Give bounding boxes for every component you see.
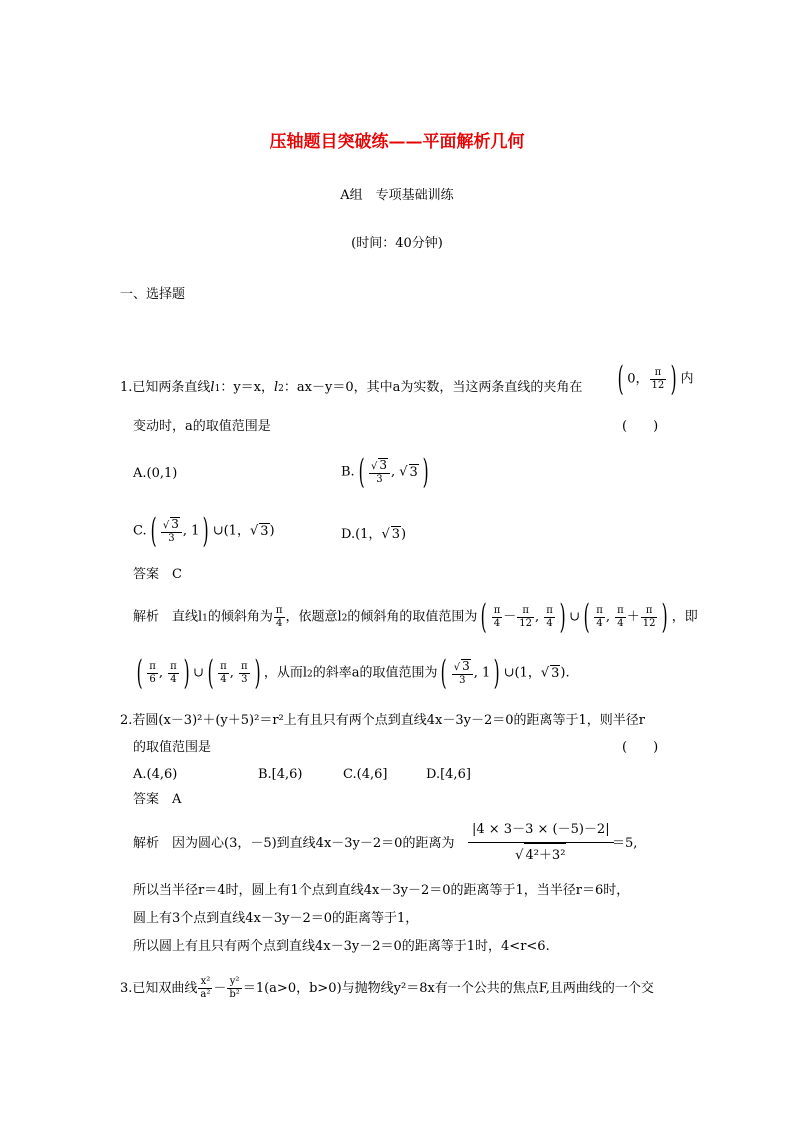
q2-fraction-denominator: 4²＋3² bbox=[524, 843, 566, 868]
time-note: (时间：40分钟) bbox=[351, 236, 443, 251]
page-title: 压轴题目突破练——平面解析几何 bbox=[269, 132, 525, 152]
q2-option-d: D.[4,6] bbox=[426, 767, 471, 782]
q2-explanation-line2: 所以当半径r＝4时，圆上有1个点到直线4x－3y－2＝0的距离等于1，当半径r＝6时， bbox=[133, 883, 630, 898]
q1-explanation-line1: 解析 直线l1的倾斜角为 $\frac{\pi}{4}$ ，依题意l2的倾斜角的取值范围为 ( $\frac{\pi}{4}$ － $\frac{\pi}{12}$ , $\frac{\pi}{4}$ ) ∪ ( $\frac{\pi}{4}$ , $\frac{\pi}{4}$ ＋ $\frac{\pi}{12}$ ) ，即 bbox=[133, 597, 698, 637]
q2-option-a: A.(4,6) bbox=[133, 767, 178, 782]
q2-fraction-numerator: |4 × 3－3 × (－5)－2| bbox=[468, 818, 614, 843]
q2-distance-result: ＝5, bbox=[612, 836, 638, 851]
q1-stem-line1: 1.已知两条直线l1：y＝x，l2：ax－y＝0，其中a为实数，当这两条直线的夹角在 bbox=[120, 380, 583, 395]
q1-option-c: C. ( $\frac{√ 3}{3}$ , 1 ) ∪(1，√ 3) bbox=[133, 511, 275, 551]
q1-option-b: B. ( $\frac{√ 3}{3}$ , √ 3 ) bbox=[341, 452, 429, 492]
q1-option-d: D.(1，√ 3) bbox=[341, 527, 407, 542]
q2-stem-line2: 的取值范围是 bbox=[133, 740, 212, 755]
q2-explanation-line4: 所以圆上有且只有两个点到直线4x－3y－2＝0的距离等于1时，4<r<6. bbox=[133, 939, 550, 954]
q2-distance-fraction: |4 × 3－3 × (－5)－2| √ 4²＋3² bbox=[468, 818, 614, 868]
q1-explanation-line2: ( $\frac{\pi}{6}$ , $\frac{\pi}{4}$ ) ∪ ( $\frac{\pi}{4}$ , $\frac{\pi}{3}$ ) ，从而l2的斜率a的取值范围为 ( $\frac{√ 3}{3}$ , 1 ) ∪(1，√ 3). bbox=[136, 653, 570, 693]
q2-stem-line1: 2.若圆(x－3)²＋(y＋5)²＝r²上有且只有两个点到直线4x－3y－2＝0的距离等于1，则半径r bbox=[120, 713, 646, 728]
q1-answer-blank: ( ) bbox=[622, 419, 659, 434]
q1-answer: 答案 C bbox=[133, 567, 182, 582]
group-heading: A组 专项基础训练 bbox=[340, 188, 454, 203]
q2-answer: 答案 A bbox=[133, 792, 182, 807]
q1-option-a: A.(0,1) bbox=[133, 466, 178, 481]
q2-explanation-line3: 圆上有3个点到直线4x－3y－2＝0的距离等于1， bbox=[133, 911, 419, 926]
q3-stem-line1: 3.已知双曲线 $\frac{\text{x²}}{\text{a²}}$ － $\frac{\text{y²}}{\text{b²}}$ ＝1(a>0，b>0)与抛物线y²＝8x有一个公共的焦点F,且两曲线的一个交 bbox=[120, 976, 654, 1000]
q2-answer-blank: ( ) bbox=[622, 740, 659, 755]
q2-option-c: C.(4,6] bbox=[343, 767, 388, 782]
section-heading: 一、选择题 bbox=[120, 287, 186, 302]
q2-option-b: B.[4,6) bbox=[258, 767, 303, 782]
q1-stem-line2: 变动时，a的取值范围是 bbox=[133, 419, 271, 434]
q1-interval: ( 0， $\frac{\pi}{12}$ ) 内 bbox=[617, 359, 694, 399]
q2-explanation-line1: 解析 因为圆心(3，－5)到直线4x－3y－2＝0的距离为 bbox=[133, 836, 455, 851]
